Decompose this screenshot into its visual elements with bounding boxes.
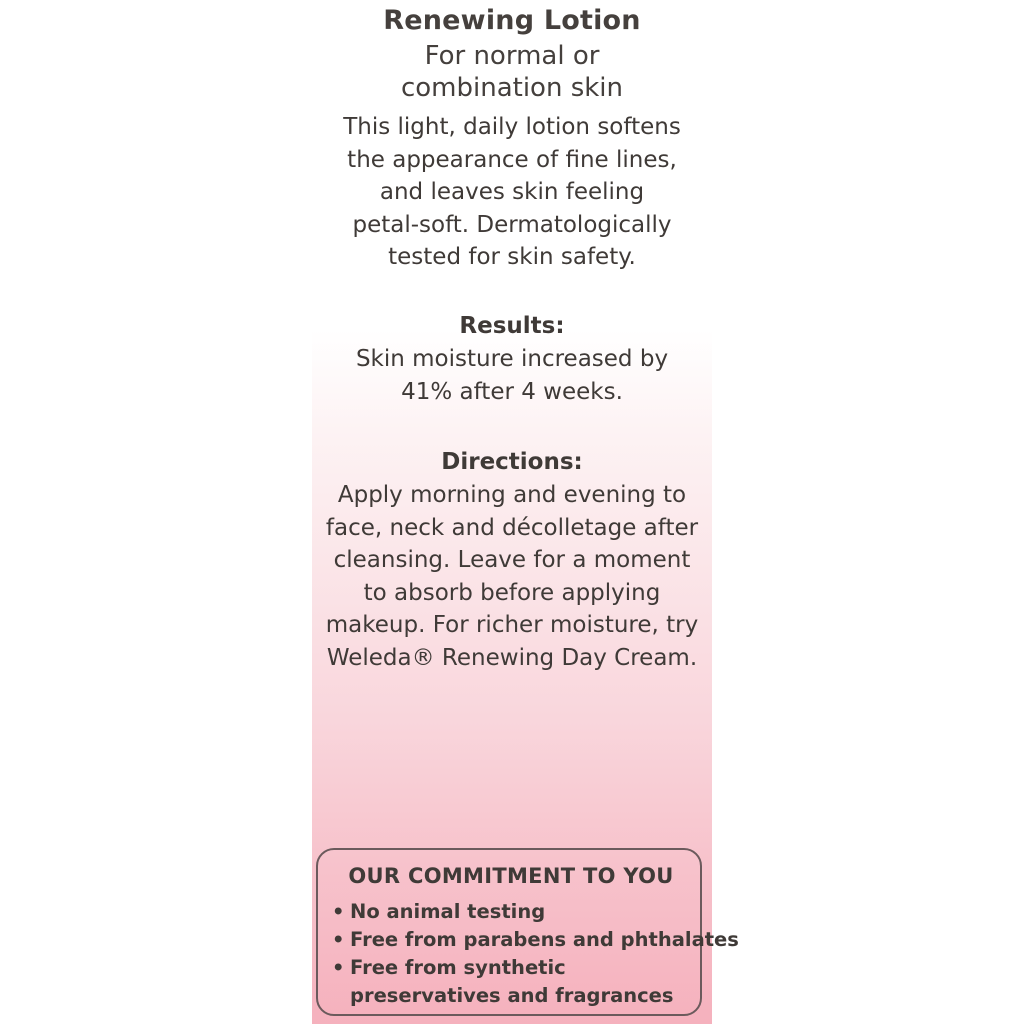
results-body [312,343,712,408]
description-line: the appearance of fine lines, [347,146,677,173]
commitment-item-text: Free from parabens and phthalates [350,928,739,951]
results-heading: Results: [459,313,565,339]
bullet-icon: • [332,928,345,951]
commitment-list [332,898,739,1010]
description-line: tested for skin safety. [388,244,636,270]
commitment-title: OUR COMMITMENT TO YOU [348,864,674,888]
directions-line: face, neck and décolletage after [325,514,699,541]
directions-body [312,479,712,674]
description-line: and leaves skin feeling [379,179,645,205]
directions-line: cleansing. Leave for a moment [333,547,691,573]
results-line: 41% after 4 weeks. [401,378,623,405]
product-subtitle [312,40,712,104]
commitment-box [316,848,739,1016]
directions-line: makeup. For richer moisture, try [325,612,699,638]
subtitle-line: For normal or [424,41,600,71]
commitment-item [332,898,739,926]
bullet-icon: • [332,900,345,923]
results-line: Skin moisture increased by [355,346,669,372]
commitment-item-text: No animal testing [350,900,546,923]
description-line: This light, daily lotion softens [343,114,681,140]
directions-line: Weleda® Renewing Day Cream. [326,644,698,671]
commitment-item-text: Free from synthetic [350,956,566,979]
product-title: Renewing Lotion [383,5,641,36]
directions-heading: Directions: [441,449,583,475]
bullet-icon: • [332,956,345,979]
commitment-item-text: preservatives and fragrances [350,984,674,1007]
subtitle-line: combination skin [400,73,624,103]
commitment-item [332,954,739,1010]
directions-line: to absorb before applying [363,579,661,606]
commitment-item [332,926,739,954]
description-line: petal-soft. Dermatologically [352,211,672,238]
product-description [312,111,712,274]
directions-line: Apply morning and evening to [337,482,687,508]
